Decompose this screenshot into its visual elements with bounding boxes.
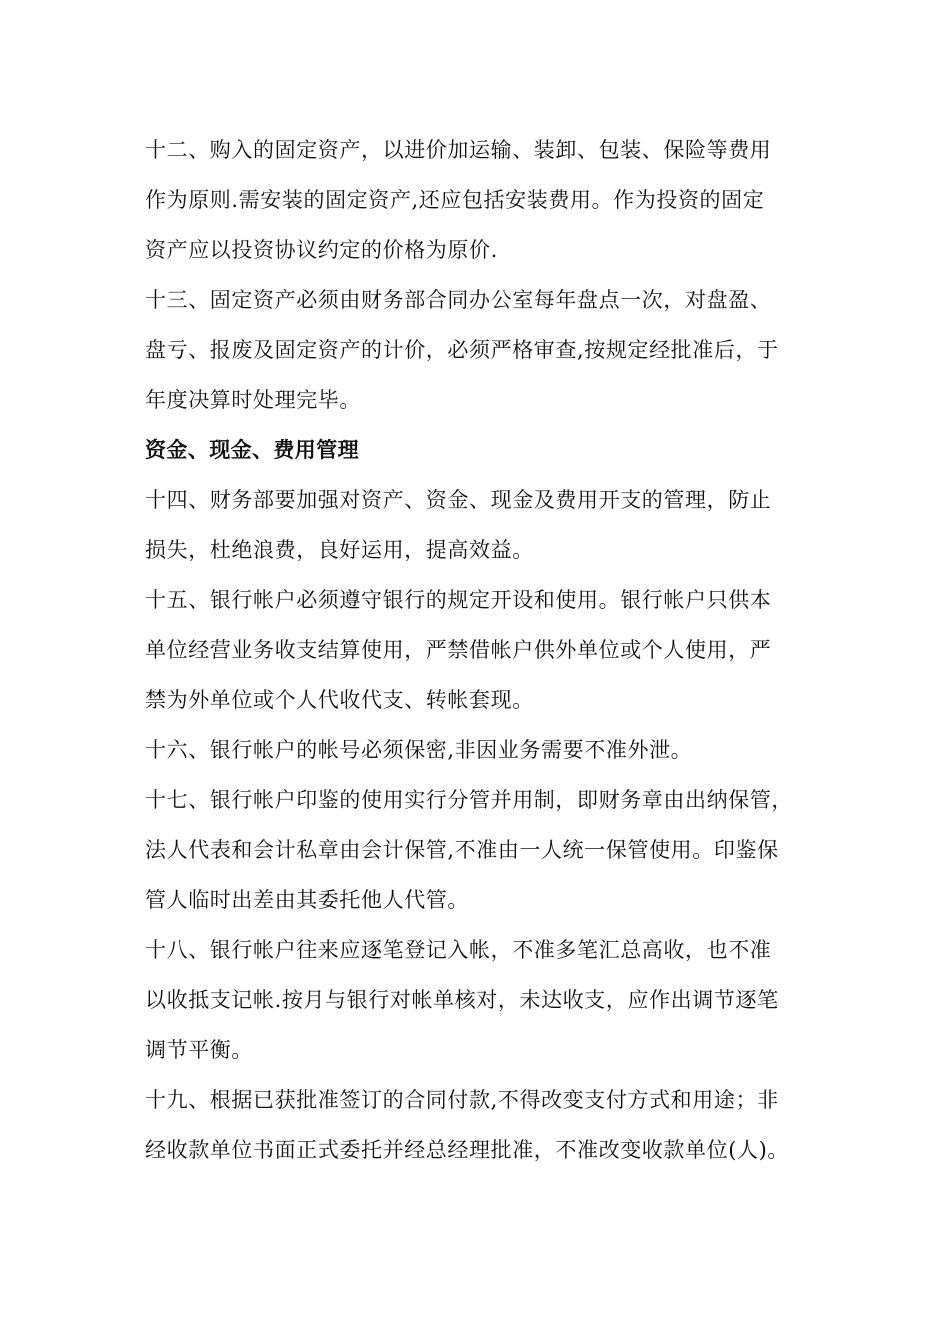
clause-15-line-3: 禁为外单位或个人代收代支、转帐套现。 — [145, 688, 534, 712]
clause-13-line-3: 年度决算时处理完毕。 — [145, 388, 361, 412]
clause-19-line-1: 十九、根据已获批准签订的合同付款,不得改变支付方式和用途；非 — [145, 1088, 779, 1112]
clause-18-line-2: 以收抵支记帐.按月与银行对帐单核对，未达收支，应作出调节逐笔 — [145, 988, 779, 1012]
clause-13-line-1: 十三、固定资产必须由财务部合同办公室每年盘点一次，对盘盈、 — [145, 288, 772, 312]
clause-13-line-2: 盘亏、报废及固定资产的计价，必须严格审查,按规定经批准后，于 — [145, 338, 779, 362]
clause-14-line-2: 损失，杜绝浪费，良好运用，提高效益。 — [145, 538, 534, 562]
clause-15-line-2: 单位经营业务收支结算使用，严禁借帐户供外单位或个人使用，严 — [145, 638, 772, 662]
clause-15-line-1: 十五、银行帐户必须遵守银行的规定开设和使用。银行帐户只供本 — [145, 588, 772, 612]
clause-19-line-2: 经收款单位书面正式委托并经总经理批准，不准改变收款单位(人)。 — [145, 1138, 789, 1162]
clause-14-line-1: 十四、财务部要加强对资产、资金、现金及费用开支的管理，防止 — [145, 488, 772, 512]
clause-12-line-3: 资产应以投资协议约定的价格为原价. — [145, 238, 498, 262]
clause-12-line-2: 作为原则.需安装的固定资产,还应包括安装费用。作为投资的固定 — [145, 188, 765, 212]
clause-17-line-3: 管人临时出差由其委托他人代管。 — [145, 888, 469, 912]
clause-16-line-1: 十六、银行帐户的帐号必须保密,非因业务需要不准外泄。 — [145, 738, 693, 762]
clause-17-line-1: 十七、银行帐户印鉴的使用实行分管并用制，即财务章由出纳保管， — [145, 788, 793, 812]
clause-12-line-1: 十二、购入的固定资产，以进价加运输、装卸、包装、保险等费用 — [145, 138, 772, 162]
clause-17-line-2: 法人代表和会计私章由会计保管,不准由一人统一保管使用。印鉴保 — [145, 838, 779, 862]
section-heading: 资金、现金、费用管理 — [145, 438, 359, 462]
clause-18-line-1: 十八、银行帐户往来应逐笔登记入帐，不准多笔汇总高收，也不准 — [145, 938, 772, 962]
clause-18-line-3: 调节平衡。 — [145, 1038, 253, 1062]
